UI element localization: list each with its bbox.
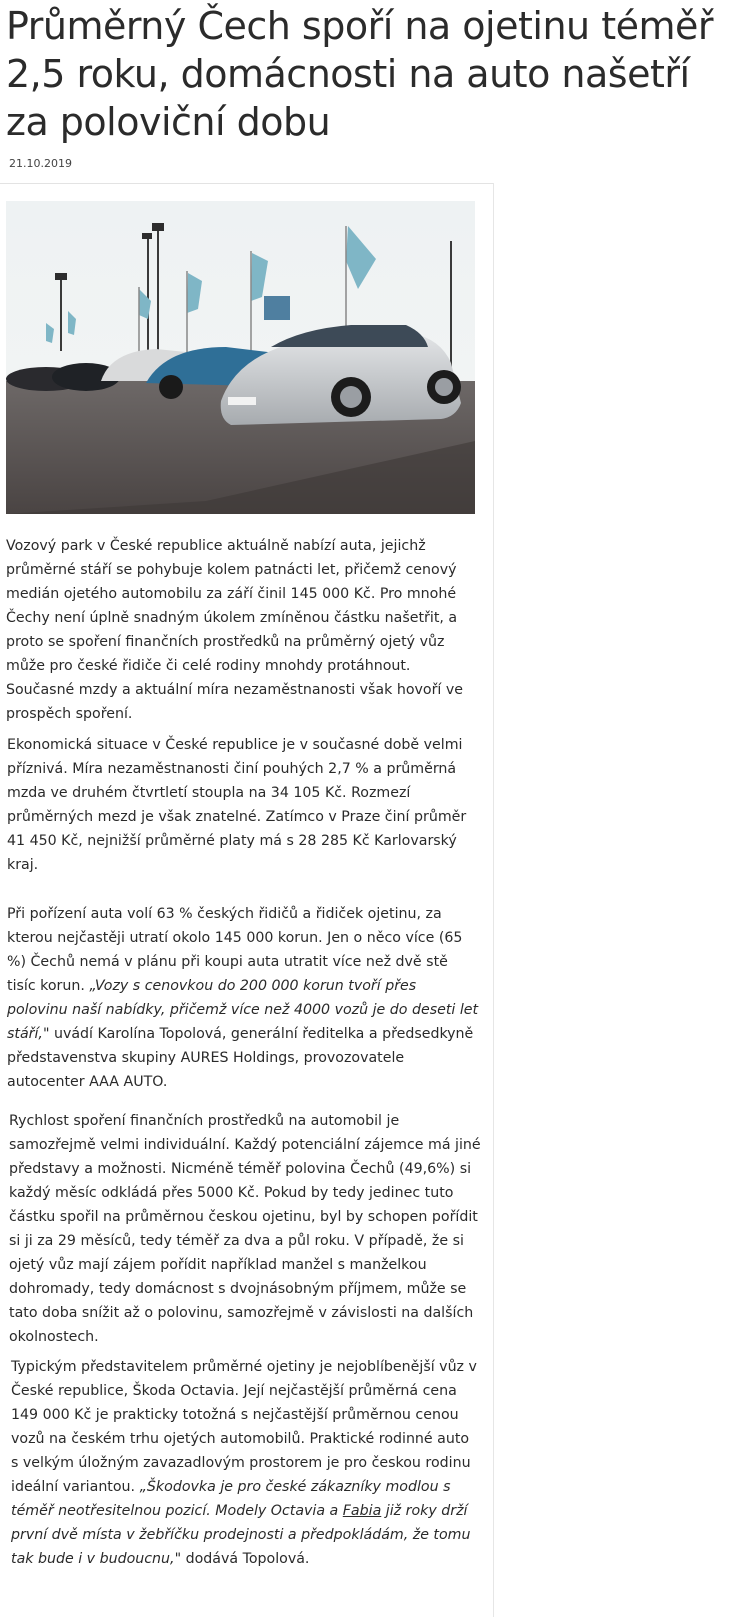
article-title: Průměrný Čech spoří na ojetinu téměř 2,5 roku, domácnosti na auto našetří za poloviční dobu	[6, 4, 713, 144]
article-paragraph-3	[7, 902, 479, 1094]
article-photo	[6, 201, 475, 514]
article-paragraph-5	[11, 1355, 479, 1571]
paragraph-text: Při pořízení auta volí 63 % českých řidičů a řidiček ojetinu, za kterou nejčastěji utratí okolo 145 000 korun. Jen o něco více (65 %) Čechů nemá v plánu při koupi auta utratit více než dvě stě tisíc korun.	[7, 906, 463, 994]
quote-text: „Vozy s cenovkou do 200 000 korun tvoří přes polovinu naší nabídky, přičemž více než 4000 vozů je do deseti let stáří,	[7, 978, 479, 1042]
car-dealership-photo-icon	[6, 201, 475, 514]
quote-text: již roky drží první dvě místa v žebříčku prodejnosti a předpokládám, že tomu tak bude i v budoucnu,	[11, 1503, 471, 1567]
article-paragraph-1: Vozový park v České republice aktuálně nabízí auta, jejichž průměrné stáří se pohybuje kolem patnácti let, přičemž cenový medián ojetého automobilu za září činil 145 000 Kč. Pro mnohé Čechy není úplně snadným úkolem zmíněnou částku našetřit, a proto se spoření finančních prostředků na průměrný ojetý vůz může pro české řidiče či celé rodiny mnohdy protáhnout. Současné mzdy a aktuální míra nezaměstnanosti však hovoří ve prospěch spoření.	[6, 538, 464, 722]
article-date: 21.10.2019	[9, 157, 72, 170]
fabia-link[interactable]: Fabia	[342, 1503, 382, 1519]
article-paragraph-4: Rychlost spoření finančních prostředků na automobil je samozřejmě velmi individuální. Každý potenciální zájemce má jiné představy a možnosti. Nicméně téměř polovina Čechů (49,6%) si každý měsíc odkládá přes 5000 Kč. Pokud by tedy jedinec tuto částku spořil na průměrnou českou ojetinu, byl by schopen pořídit si ji za 29 měsíců, tedy téměř za dva a půl roku. V případě, že si ojetý vůz mají zájem pořídit například manžel s manželkou dohromady, tedy domácnost s dvojnásobným příjmem, může se tato doba snížit až o polovinu, samozřejmě v závislosti na dalších okolnostech.	[9, 1113, 481, 1345]
quote-text: „Škodovka je pro české zákazníky modlou s téměř neotřesitelnou pozicí. Modely Octavia a	[11, 1479, 451, 1519]
paragraph-text: " dodává Topolová.	[174, 1551, 310, 1567]
column-divider	[493, 183, 494, 1617]
header-divider	[0, 183, 493, 184]
article-paragraph-2: Ekonomická situace v České republice je v současné době velmi příznivá. Míra nezaměstnanosti činí pouhých 2,7 % a průměrná mzda ve druhém čtvrtletí stoupla na 34 105 Kč. Rozmezí průměrných mezd je však znatelné. Zatímco v Praze činí průměr 41 450 Kč, nejnižší průměrné platy má s 28 285 Kč Karlovarský kraj.	[7, 737, 467, 873]
paragraph-text: Typickým představitelem průměrné ojetiny je nejoblíbenější vůz v České republice, Škoda Octavia. Její nejčastější průměrná cena 149 000 Kč je prakticky totožná s nejčastější průměrnou cenou vozů na českém trhu ojetých automobilů. Praktické rodinné auto s velkým úložným zavazadlovým prostorem je pro českou rodinu ideální variantou.	[11, 1359, 477, 1495]
paragraph-text: " uvádí Karolína Topolová, generální ředitelka a předsedkyně představenstva skupiny AURES Holdings, provozovatele autocenter AAA AUTO.	[7, 1026, 474, 1090]
